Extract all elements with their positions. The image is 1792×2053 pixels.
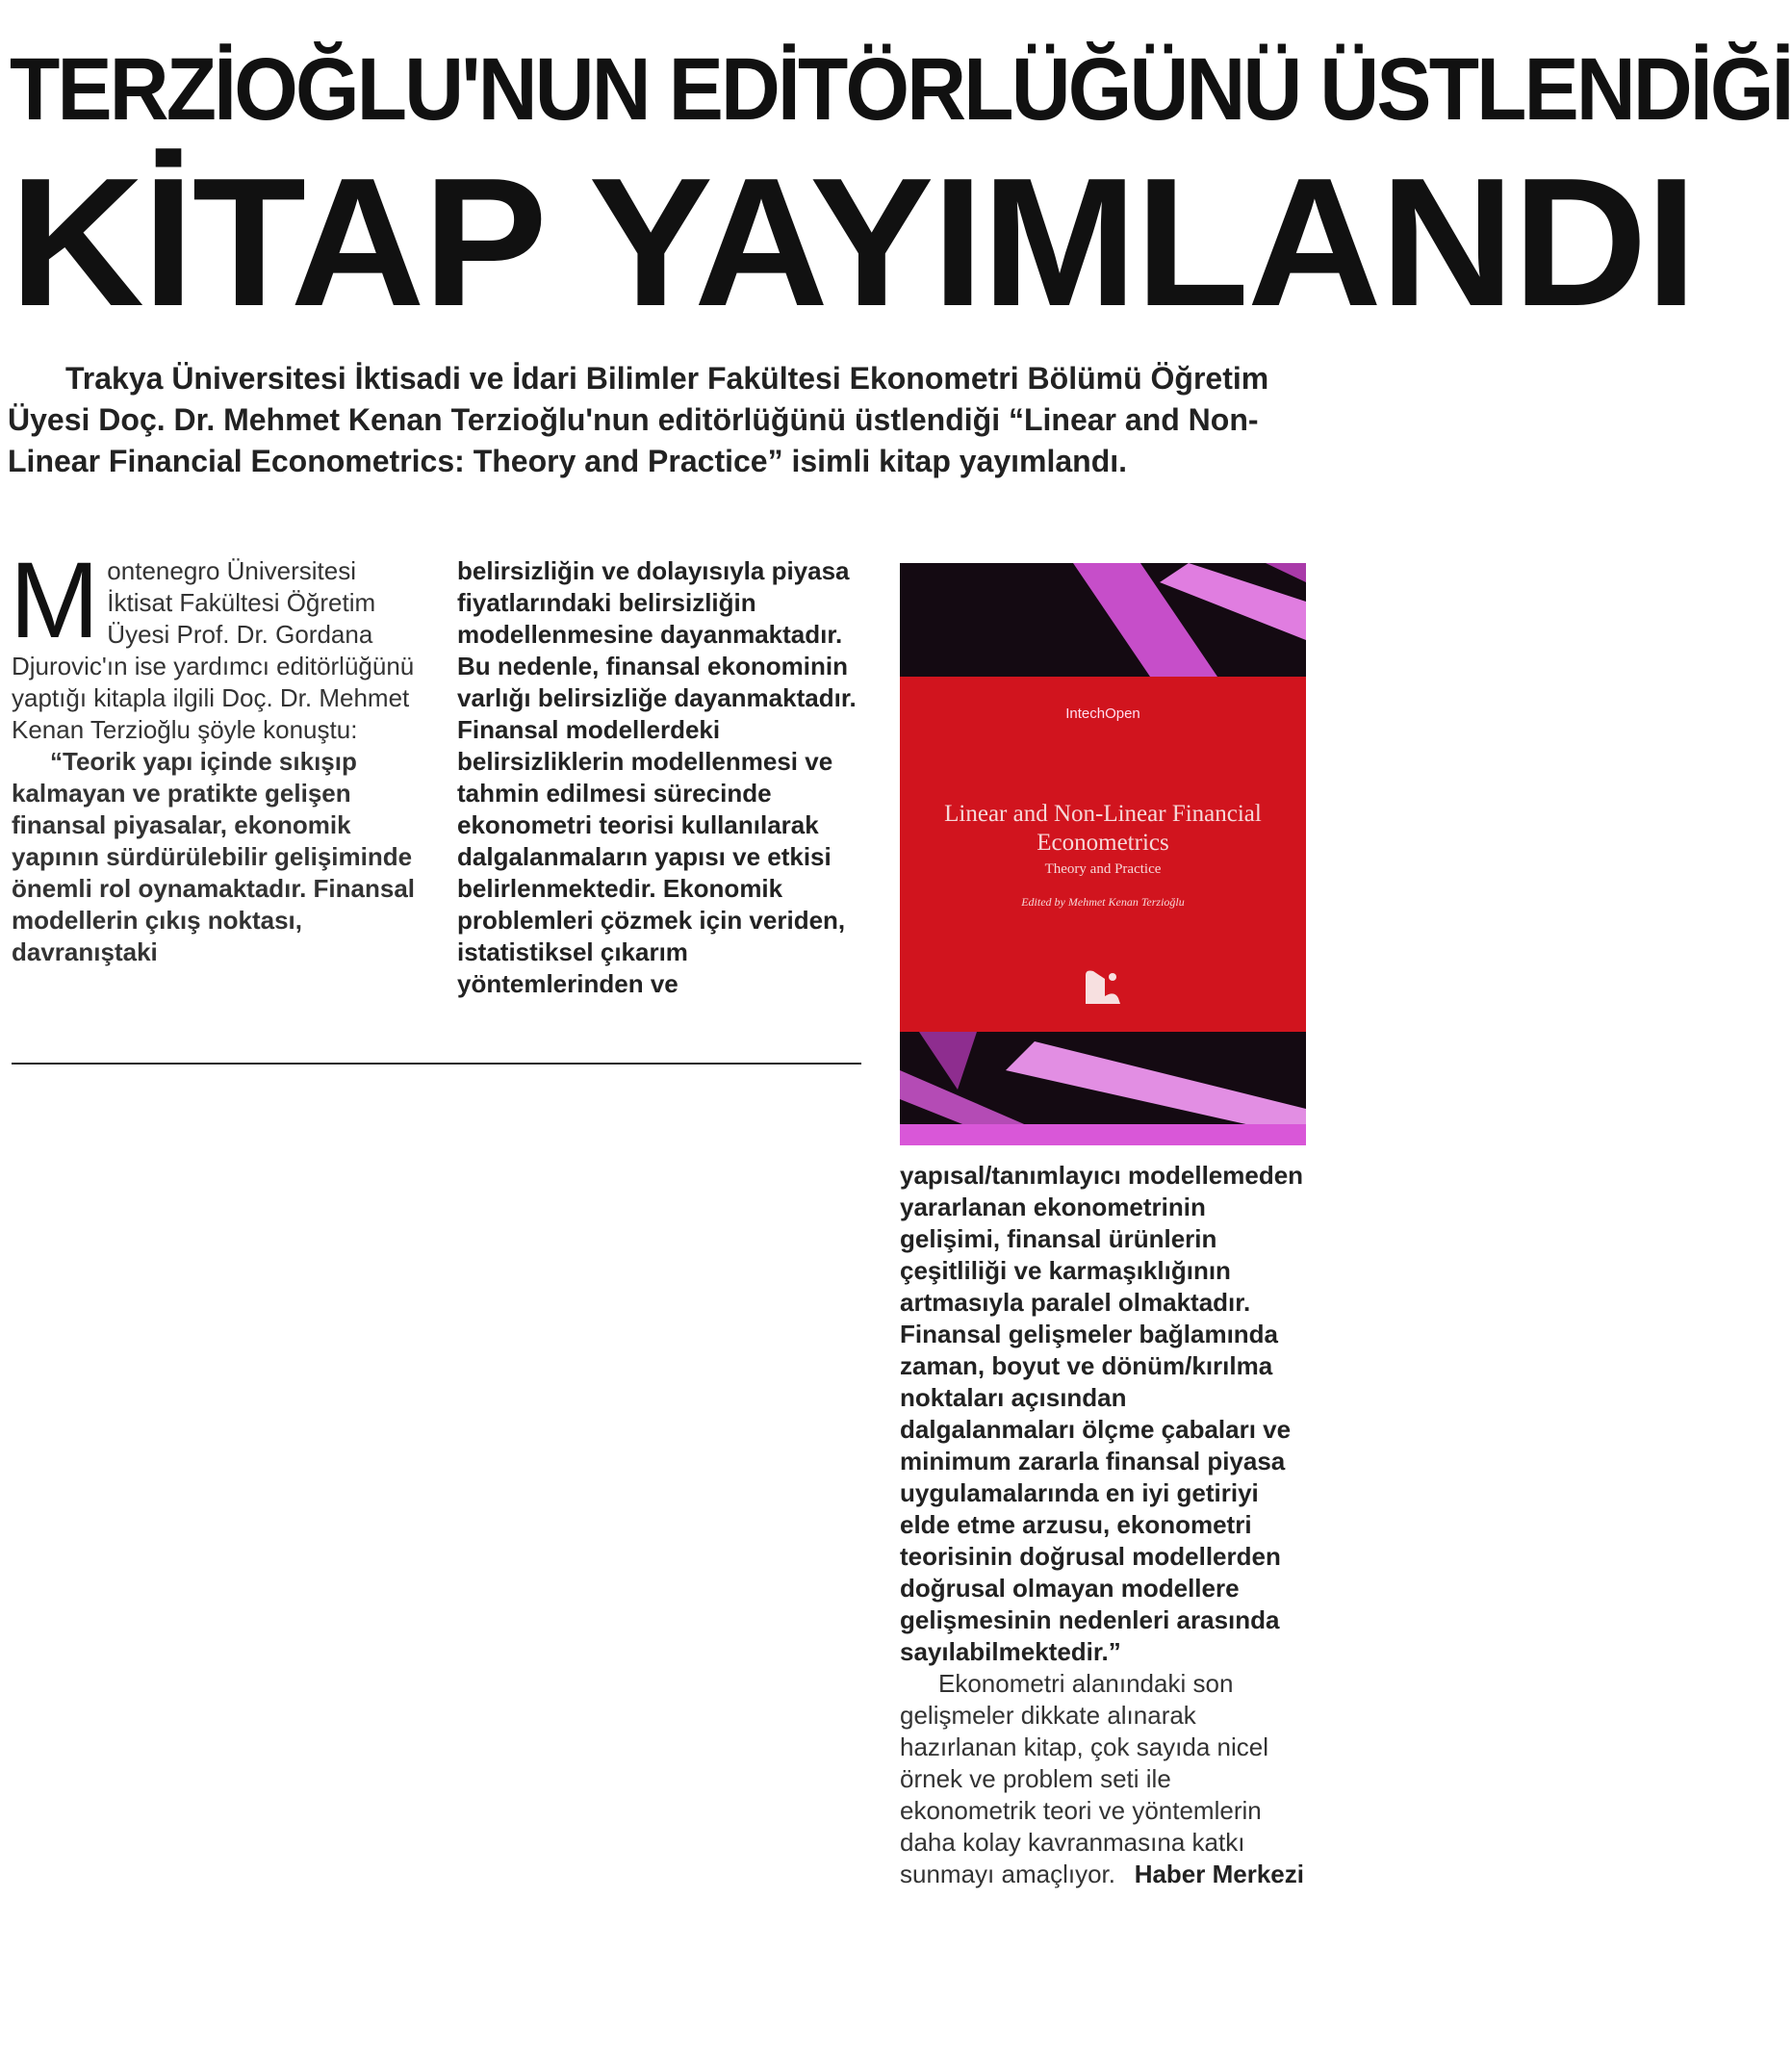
column2-text: belirsizliğin ve dolayısıyla piyasa fiyatlarındaki belirsizliğin modellenmesine dayanmaktadır. Bu nedenle, finansal ekonominin varlığı belirsizliğe dayanmaktadır. Finansal modellerdeki belirsizliklerin modellenmesi ve tahmin edilmesi sürecinde ekonometri teorisi kullanılarak dalgalanmaların yapısı ve etkisi belirlenmektedir. Ekonomik problemleri çözmek için veriden, istatistiksel çıkarım yöntemlerinden ve [457,556,857,998]
article-column-2 [457,555,861,1000]
cover-editor: Edited by Mehmet Kenan Terzioğlu [1021,895,1185,909]
byline-signature: Haber Merkezi [1134,1860,1304,1888]
article-column-1 [10,540,416,968]
cover-publisher: IntechOpen [1065,706,1140,722]
lead-paragraph: Trakya Üniversitesi İktisadi ve İdari Bilimler Fakültesi Ekonometri Bölümü Öğretim Üyesi Doç. Dr. Mehmet Kenan Terzioğlu'nun editörlüğünü üstlendiği “Linear and Non-Linear Financial Econometrics: Theory and Practice” isimli kitap yayımlandı. [8,361,1269,478]
cover-subtitle: Theory and Practice [1044,861,1162,877]
cover-bottom-band [900,1032,1306,1145]
cover-title: Linear and Non-Linear Financial Econometrics [944,801,1262,856]
column1-intro: ontenegro Üniversitesi İktisat Fakültesi Öğretim Üyesi Prof. Dr. Gordana Djurovic'ın ise yardımcı editörlüğünü yaptığı kitapla ilgili Doç. Dr. Mehmet Kenan Terzioğlu şöyle konuştu: [12,556,415,744]
cover-top-ribbons [900,563,1306,677]
headline-line-1: TERZİOĞLU'NUN EDİTÖRLÜĞÜNÜ ÜSTLENDİĞİ [10,40,1792,139]
cover-top-band [900,563,1306,677]
book-cover-image [900,563,1306,1145]
column-divider-rule [12,1063,861,1065]
publisher-logo-icon [900,967,1306,1011]
column3-quote-end: yapısal/tanımlayıcı modellemeden yararlanan ekonometrinin gelişimi, finansal ürünlerin çeşitliliği ve karmaşıklığının artmasıyla paralel olmaktadır. Finansal gelişmeler bağlamında zaman, boyut ve dönüm/kırılma noktaları açısından dalgalanmaları ölçme çabaları ve minimum zararla finansal piyasa uygulamalarında en iyi getiriyi elde etme arzusu, ekonometri teorisinin doğrusal modellerden doğrusal olmayan modellere gelişmesinin nedenleri arasında sayılabilmektedir.” [900,1161,1304,1666]
column1-quote: “Teorik yapı içinde sıkışıp kalmayan ve pratikte gelişen finansal piyasalar, ekonomik yapının sürdürülebilir gelişiminde önemli rol oynamaktadır. Finansal modellerin çıkış noktası, davranıştaki [12,747,416,966]
column3-closing: Ekonometri alanındaki son gelişmeler dikkate alınarak hazırlanan kitap, çok sayıda nicel örnek ve problem seti ile ekonometrik teori ve yöntemlerin daha kolay kavranmasına katkı sunmayı amaçlıyor. [900,1669,1268,1888]
headline-line-2: KİTAP YAYIMLANDI [10,141,1696,345]
article-column-3 [900,1160,1304,1890]
drop-cap: M [10,540,100,660]
